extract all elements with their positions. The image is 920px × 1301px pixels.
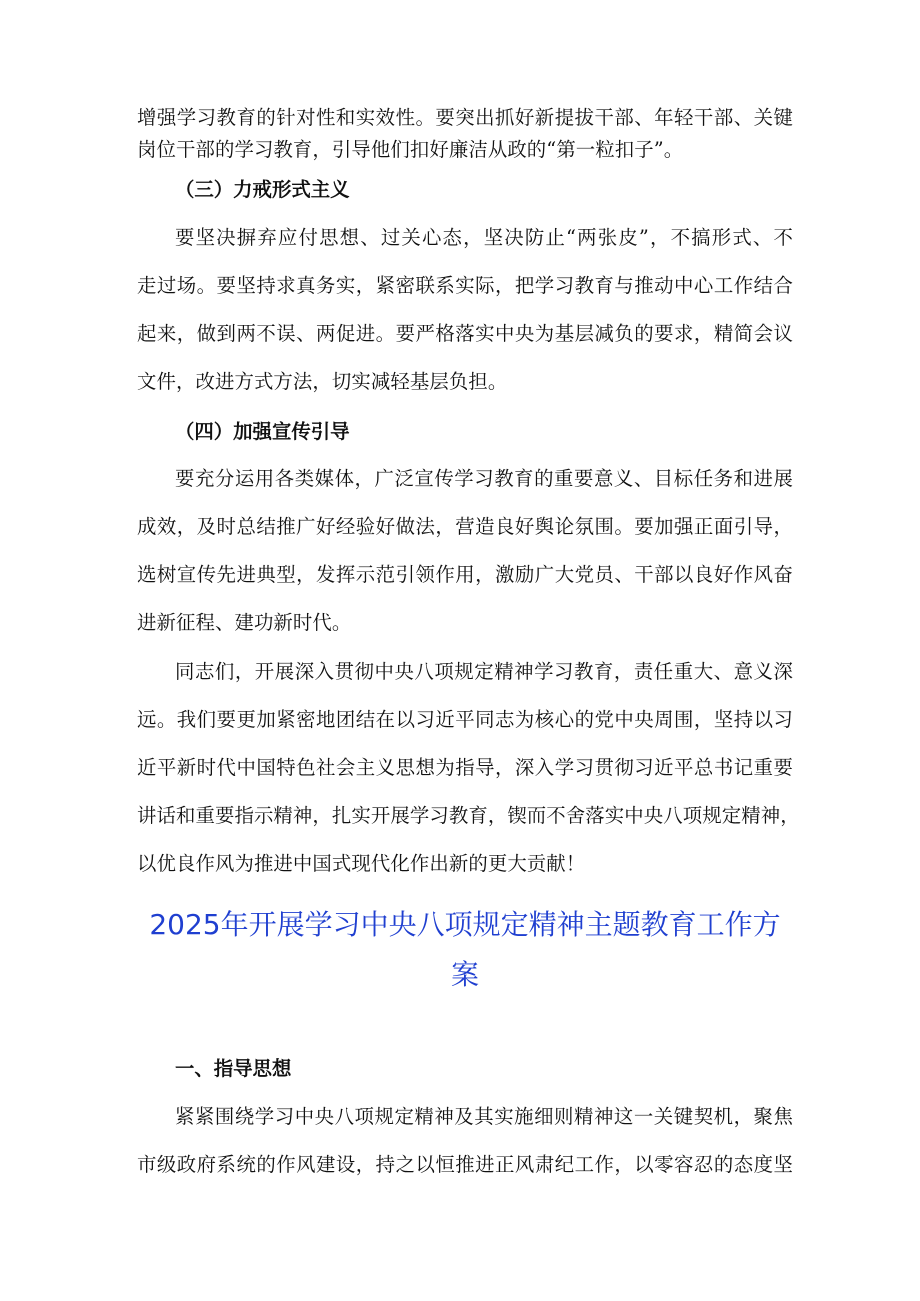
paragraph-line: 岗位干部的学习教育，引导他们扣好廉洁从政的“第一粒扣子”。 <box>137 138 684 161</box>
section-heading-guiding-thought: 一、指导思想 <box>175 1057 292 1080</box>
paragraph-line: 讲话和重要指示精神，扎实开展学习教育，锲而不舍落实中央八项规定精神， <box>137 804 800 827</box>
paragraph-line: 以优良作风为推进中国式现代化作出新的更大贡献！ <box>137 852 586 875</box>
paragraph-line: 增强学习教育的针对性和实效性。要突出抓好新提拔干部、年轻干部、关键 <box>137 106 793 129</box>
paragraph-line: 市级政府系统的作风建设，持之以恒推进正风肃纪工作，以零容忍的态度坚 <box>137 1153 793 1176</box>
paragraph-line: 要充分运用各类媒体，广泛宣传学习教育的重要意义、目标任务和进展 <box>175 467 793 490</box>
paragraph-line: 紧紧围绕学习中央八项规定精神及其实施细则精神这一关键契机，聚焦 <box>175 1105 793 1128</box>
paragraph-line: 远。我们要更加紧密地团结在以习近平同志为核心的党中央周围，坚持以习 <box>137 708 793 731</box>
paragraph-line: 成效，及时总结推广好经验好做法，营造良好舆论氛围。要加强正面引导， <box>137 515 793 538</box>
section-heading-four: （四）加强宣传引导 <box>175 420 350 443</box>
paragraph-line: 同志们，开展深入贯彻中央八项规定精神学习教育，责任重大、意义深 <box>175 660 793 683</box>
paragraph-line: 进新征程、建功新时代。 <box>137 611 352 634</box>
paragraph-line: 选树宣传先进典型，发挥示范引领作用，激励广大党员、干部以良好作风奋 <box>137 563 793 586</box>
section-heading-three: （三）力戒形式主义 <box>175 178 350 201</box>
paragraph-line: 走过场。要坚持求真务实，紧密联系实际，把学习教育与推动中心工作结合 <box>137 274 793 297</box>
document-title-line-1: 2025年开展学习中央八项规定精神主题教育工作方 <box>149 908 781 941</box>
paragraph-line: 要坚决摒弃应付思想、过关心态，坚决防止“两张皮”，不搞形式、不 <box>175 226 793 249</box>
paragraph-line: 文件，改进方式方法，切实减轻基层负担。 <box>137 370 508 393</box>
document-title-line-2: 案 <box>450 958 479 991</box>
paragraph-line: 近平新时代中国特色社会主义思想为指导，深入学习贯彻习近平总书记重要 <box>137 756 793 779</box>
paragraph-line: 起来，做到两不误、两促进。要严格落实中央为基层减负的要求，精简会议 <box>137 322 793 345</box>
